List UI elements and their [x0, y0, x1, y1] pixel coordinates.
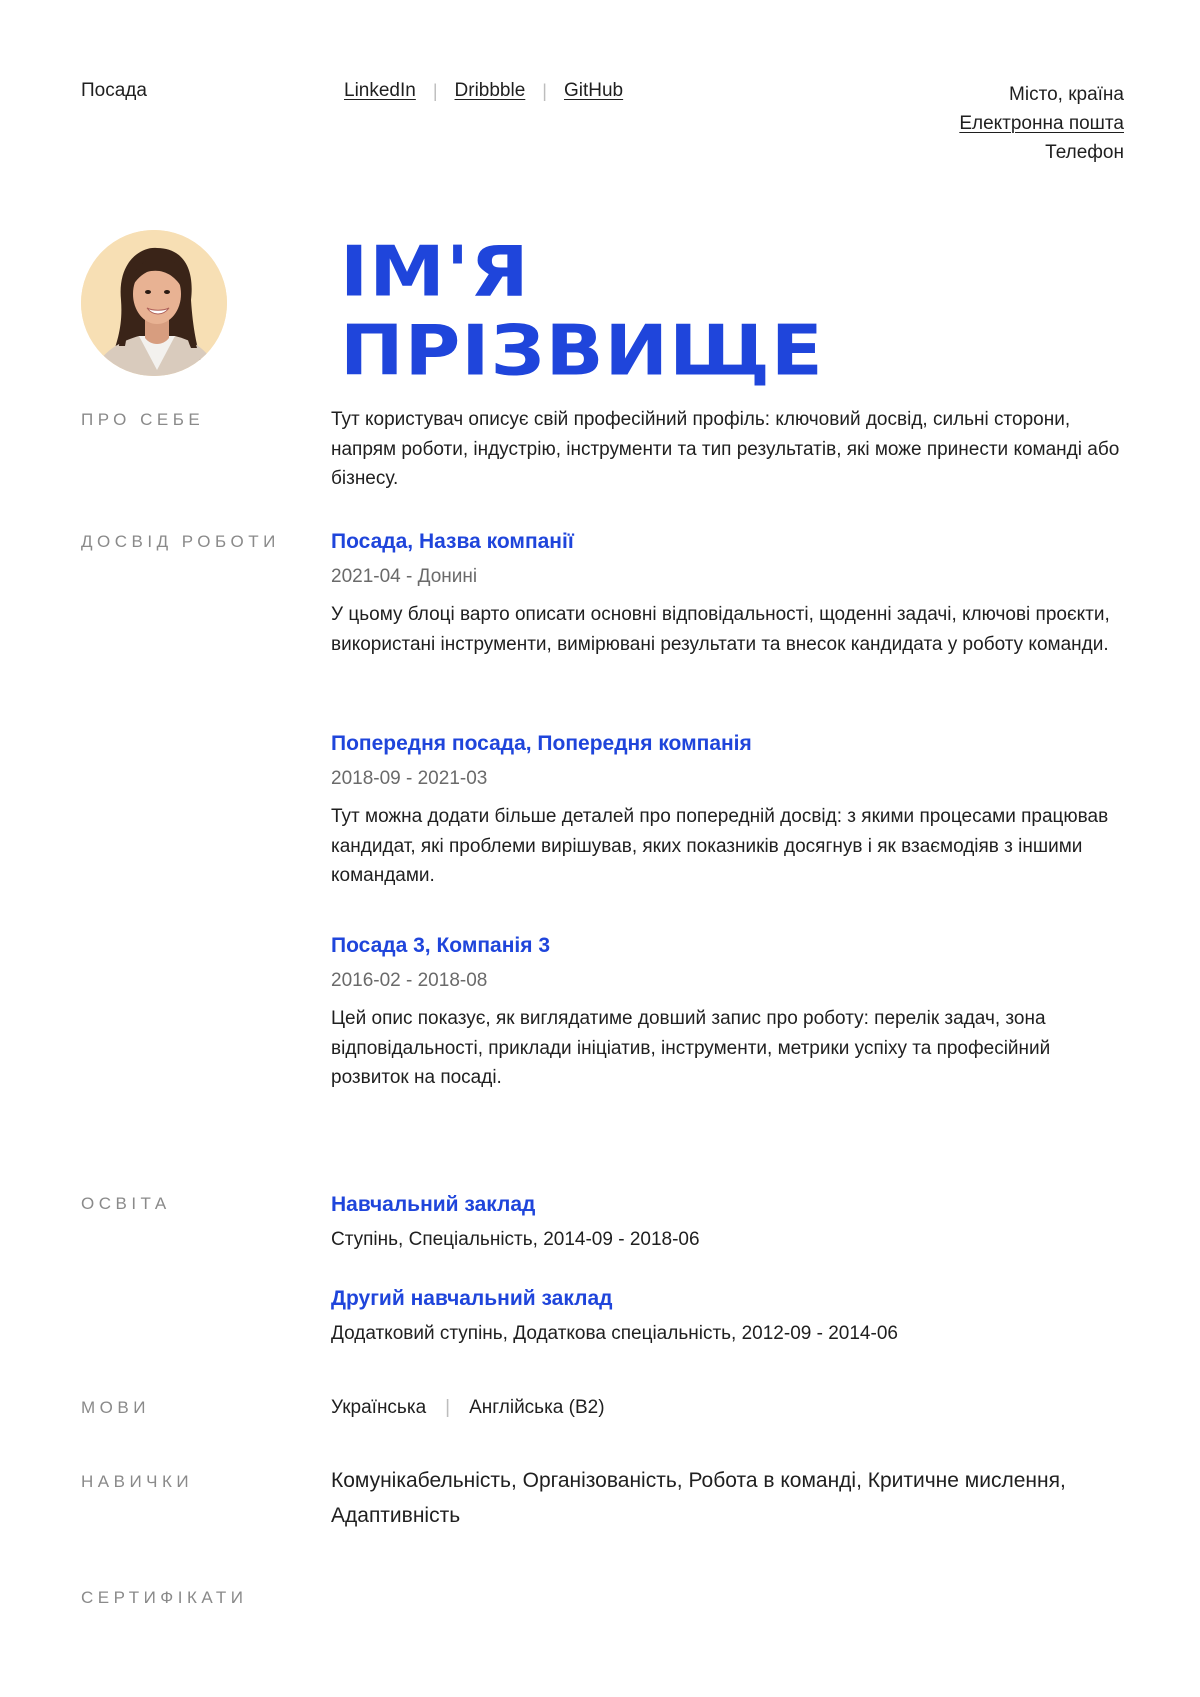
experience-item: [331, 729, 1131, 891]
job-dates: 2018-09 - 2021-03: [331, 767, 488, 789]
job-description: Тут можна додати більше деталей про попередній досвід: з якими процесами працював кандидат, які проблеми вирішував, яких показників досягнув і як взаємодіяв з іншими командами.: [331, 806, 1109, 886]
avatar-photo: [81, 230, 227, 376]
education-institution: Другий навчальний заклад: [331, 1287, 613, 1310]
language-item: Українська: [331, 1397, 427, 1418]
experience-item: [331, 527, 1131, 659]
candidate-name: [340, 232, 824, 390]
language-separator: |: [445, 1397, 451, 1418]
section-label-languages: МОВИ: [81, 1398, 150, 1417]
link-separator: |: [542, 80, 547, 101]
section-label-about: ПРО СЕБЕ: [81, 410, 205, 429]
section-label-certificates: СЕРТИФІКАТИ: [81, 1588, 248, 1607]
about-text: Тут користувач описує свій професійний профіль: ключовий досвід, сильні сторони, напрям роботи, індустрію, інструменти та тип результатів, які може принести команді або бізнесу.: [331, 409, 1120, 489]
header-contact: [959, 80, 1124, 167]
avatar: [81, 230, 227, 376]
section-label-experience: ДОСВІД РОБОТИ: [81, 532, 280, 551]
dribbble-link[interactable]: Dribbble: [454, 80, 526, 101]
link-separator: |: [432, 80, 438, 101]
experience-item: [331, 931, 1131, 1093]
education-details: Додатковий ступінь, Додаткова спеціальність, 2012-09 - 2014-06: [331, 1322, 898, 1344]
section-label-skills: НАВИЧКИ: [81, 1472, 194, 1491]
linkedin-link[interactable]: LinkedIn: [344, 80, 416, 101]
education-item: [331, 1190, 1131, 1254]
first-name: ІМ'Я: [340, 230, 530, 313]
job-description: У цьому блоці варто описати основні відповідальності, щоденні задачі, ключові проєкти, використані інструменти, вимірювані результати та внесок кандидата у роботу команди.: [331, 604, 1110, 655]
location-text: Місто, країна: [1009, 84, 1124, 105]
education-institution: Навчальний заклад: [331, 1193, 536, 1216]
education-details: Ступінь, Спеціальність, 2014-09 - 2018-06: [331, 1228, 700, 1250]
email-link[interactable]: Електронна пошта: [959, 113, 1124, 134]
job-description: Цей опис показує, як виглядатиме довший запис про роботу: перелік задач, зона відповідальності, приклади ініціатив, інструменти, метрики успіху та професійний розвиток на посаді.: [331, 1008, 1051, 1088]
job-dates: 2016-02 - 2018-08: [331, 969, 488, 991]
last-name: ПРІЗВИЩЕ: [340, 309, 824, 392]
job-dates: 2021-04 - Донині: [331, 565, 478, 587]
job-title: Посада, Назва компанії: [331, 530, 574, 553]
job-title: Посада 3, Компанія 3: [331, 934, 551, 957]
header-social-links: [344, 80, 623, 102]
education-item: [331, 1284, 1131, 1348]
phone-text: Телефон: [1045, 142, 1124, 163]
languages-list: [331, 1393, 1131, 1423]
language-item: Англійська (B2): [469, 1397, 605, 1418]
header-job-title: Посада: [81, 80, 147, 101]
skills-text: Комунікабельність, Організованість, Робота в команді, Критичне мислення, Адаптивність: [331, 1469, 1066, 1527]
section-label-education: ОСВІТА: [81, 1194, 171, 1213]
job-title: Попередня посада, Попередня компанія: [331, 732, 752, 755]
github-link[interactable]: GitHub: [563, 80, 624, 101]
